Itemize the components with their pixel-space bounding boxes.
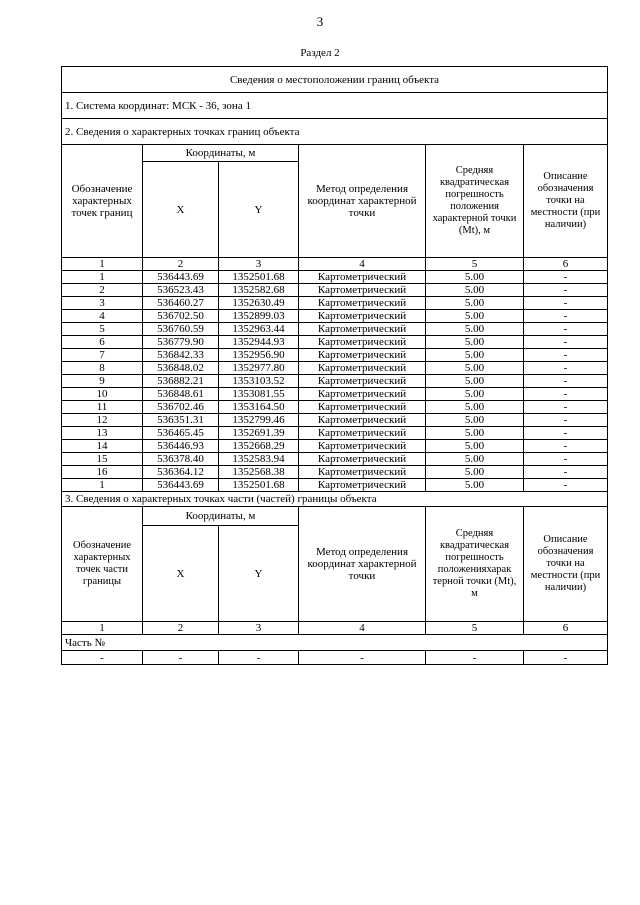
section-label: Раздел 2 xyxy=(300,47,340,59)
column-number: 1 xyxy=(62,622,143,635)
column-number: 4 xyxy=(299,622,426,635)
cell-method: Картометрический xyxy=(299,336,426,349)
cell-y: 1352568.38 xyxy=(219,466,299,479)
cell-x: 536760.59 xyxy=(143,323,219,336)
cell-method: Картометрический xyxy=(299,453,426,466)
cell-x: 536443.69 xyxy=(143,479,219,492)
header3-y: Y xyxy=(219,526,299,622)
cell-desc: - xyxy=(524,323,608,336)
header-method: Метод определения координат характерной точки xyxy=(299,145,426,258)
cell-desc: - xyxy=(524,479,608,492)
cell-y: 1352977.80 xyxy=(219,362,299,375)
cell-mt: 5.00 xyxy=(426,297,524,310)
cell-method: Картометрический xyxy=(299,401,426,414)
table-row xyxy=(62,440,608,453)
cell-mt: 5.00 xyxy=(426,440,524,453)
cell-y: 1352582.68 xyxy=(219,284,299,297)
cell-method: Картометрический xyxy=(299,362,426,375)
header-y: Y xyxy=(219,162,299,258)
boundary-table xyxy=(61,66,608,665)
header-x: X xyxy=(143,162,219,258)
table-row xyxy=(62,349,608,362)
cell-y: 1352944.93 xyxy=(219,336,299,349)
cell-desc: - xyxy=(524,297,608,310)
header-description: Описание обозначения точки на местности (при наличии) xyxy=(524,145,608,258)
cell-y: 1352630.49 xyxy=(219,297,299,310)
cell-y: 1352668.29 xyxy=(219,440,299,453)
cell-point: 1 xyxy=(62,271,143,284)
cell-point: 14 xyxy=(62,440,143,453)
section3-heading: 3. Сведения о характерных точках части (частей) границы объекта xyxy=(62,492,608,507)
header3-x: X xyxy=(143,526,219,622)
cell-x: 536882.21 xyxy=(143,375,219,388)
cell-mt: 5.00 xyxy=(426,466,524,479)
cell-x: 536842.33 xyxy=(143,349,219,362)
column-numbers-row-3 xyxy=(62,622,608,635)
column-number: 5 xyxy=(426,622,524,635)
column-number: 3 xyxy=(219,622,299,635)
table-row xyxy=(62,414,608,427)
cell-point: 1 xyxy=(62,479,143,492)
cell-point: 4 xyxy=(62,310,143,323)
cell-mt: 5.00 xyxy=(426,284,524,297)
cell-method: Картометрический xyxy=(299,414,426,427)
cell-y: 1352899.03 xyxy=(219,310,299,323)
cell-mt: 5.00 xyxy=(426,336,524,349)
cell-method: Картометрический xyxy=(299,271,426,284)
cell-point: 7 xyxy=(62,349,143,362)
cell-mt: 5.00 xyxy=(426,453,524,466)
cell-point: 13 xyxy=(62,427,143,440)
cell-desc: - xyxy=(524,466,608,479)
cell-point: 16 xyxy=(62,466,143,479)
cell-x: 536443.69 xyxy=(143,271,219,284)
cell-y: 1352963.44 xyxy=(219,323,299,336)
cell-point: 5 xyxy=(62,323,143,336)
empty-cell: - xyxy=(219,651,299,665)
table-row xyxy=(62,388,608,401)
cell-y: 1352691.39 xyxy=(219,427,299,440)
cell-method: Картометрический xyxy=(299,310,426,323)
cell-point: 2 xyxy=(62,284,143,297)
cell-method: Картометрический xyxy=(299,427,426,440)
header3-point: Обозначение характерных точек части границы xyxy=(62,507,143,622)
cell-mt: 5.00 xyxy=(426,323,524,336)
cell-method: Картометрический xyxy=(299,323,426,336)
column-number: 2 xyxy=(143,258,219,271)
cell-mt: 5.00 xyxy=(426,388,524,401)
column-number: 5 xyxy=(426,258,524,271)
cell-desc: - xyxy=(524,388,608,401)
cell-point: 11 xyxy=(62,401,143,414)
table-row xyxy=(62,297,608,310)
cell-mt: 5.00 xyxy=(426,310,524,323)
cell-point: 3 xyxy=(62,297,143,310)
column-number: 3 xyxy=(219,258,299,271)
table-row xyxy=(62,323,608,336)
page-number: 3 xyxy=(316,14,324,29)
header-coords: Координаты, м xyxy=(143,145,299,162)
cell-method: Картометрический xyxy=(299,349,426,362)
cell-x: 536702.46 xyxy=(143,401,219,414)
cell-mt: 5.00 xyxy=(426,427,524,440)
table-row xyxy=(62,310,608,323)
cell-mt: 5.00 xyxy=(426,479,524,492)
empty-cell: - xyxy=(143,651,219,665)
cell-mt: 5.00 xyxy=(426,362,524,375)
cell-x: 536460.27 xyxy=(143,297,219,310)
cell-method: Картометрический xyxy=(299,284,426,297)
cell-x: 536702.50 xyxy=(143,310,219,323)
cell-mt: 5.00 xyxy=(426,375,524,388)
table-row xyxy=(62,427,608,440)
cell-desc: - xyxy=(524,414,608,427)
cell-point: 15 xyxy=(62,453,143,466)
header-point: Обозначение характерных точек границ xyxy=(62,145,143,258)
empty-cell: - xyxy=(62,651,143,665)
header3-coords: Координаты, м xyxy=(143,507,299,526)
cell-y: 1352501.68 xyxy=(219,271,299,284)
cell-point: 8 xyxy=(62,362,143,375)
empty-cell: - xyxy=(299,651,426,665)
table-row xyxy=(62,401,608,414)
cell-point: 6 xyxy=(62,336,143,349)
cell-mt: 5.00 xyxy=(426,401,524,414)
table-row xyxy=(62,271,608,284)
header3-description: Описание обозначения точки на местности (при наличии) xyxy=(524,507,608,622)
cell-desc: - xyxy=(524,284,608,297)
section2-heading: 2. Сведения о характерных точках границ объекта xyxy=(62,119,608,145)
table-row xyxy=(62,479,608,492)
cell-mt: 5.00 xyxy=(426,349,524,362)
cell-x: 536848.61 xyxy=(143,388,219,401)
cell-mt: 5.00 xyxy=(426,414,524,427)
cell-desc: - xyxy=(524,401,608,414)
cell-method: Картометрический xyxy=(299,479,426,492)
cell-desc: - xyxy=(524,349,608,362)
table-row xyxy=(62,375,608,388)
cell-desc: - xyxy=(524,453,608,466)
header3-method: Метод определения координат характерной точки xyxy=(299,507,426,622)
cell-x: 536351.31 xyxy=(143,414,219,427)
cell-method: Картометрический xyxy=(299,388,426,401)
cell-desc: - xyxy=(524,362,608,375)
cell-x: 536364.12 xyxy=(143,466,219,479)
cell-x: 536446.93 xyxy=(143,440,219,453)
cell-desc: - xyxy=(524,427,608,440)
column-number: 4 xyxy=(299,258,426,271)
column-number: 2 xyxy=(143,622,219,635)
column-number: 1 xyxy=(62,258,143,271)
cell-desc: - xyxy=(524,336,608,349)
table-row xyxy=(62,284,608,297)
cell-y: 1352799.46 xyxy=(219,414,299,427)
cell-y: 1352956.90 xyxy=(219,349,299,362)
column-numbers-row xyxy=(62,258,608,271)
cell-point: 10 xyxy=(62,388,143,401)
cell-x: 536378.40 xyxy=(143,453,219,466)
column-number: 6 xyxy=(524,258,608,271)
cell-method: Картометрический xyxy=(299,297,426,310)
cell-x: 536523.43 xyxy=(143,284,219,297)
cell-y: 1353081.55 xyxy=(219,388,299,401)
part-label: Часть № xyxy=(62,635,608,651)
column-number: 6 xyxy=(524,622,608,635)
empty-row xyxy=(62,651,608,665)
empty-cell: - xyxy=(426,651,524,665)
cell-desc: - xyxy=(524,440,608,453)
document-title: Сведения о местоположении границ объекта xyxy=(62,67,608,93)
cell-method: Картометрический xyxy=(299,440,426,453)
cell-x: 536779.90 xyxy=(143,336,219,349)
cell-x: 536465.45 xyxy=(143,427,219,440)
header-accuracy: Средняя квадратическая погрешность положения характерной точки (Mt), м xyxy=(426,145,524,258)
table-row xyxy=(62,362,608,375)
cell-y: 1353164.50 xyxy=(219,401,299,414)
cell-method: Картометрический xyxy=(299,466,426,479)
empty-cell: - xyxy=(524,651,608,665)
cell-y: 1353103.52 xyxy=(219,375,299,388)
cell-y: 1352501.68 xyxy=(219,479,299,492)
coordinate-system: 1. Система координат: МСК - 36, зона 1 xyxy=(62,93,608,119)
cell-mt: 5.00 xyxy=(426,271,524,284)
cell-point: 9 xyxy=(62,375,143,388)
table-row xyxy=(62,466,608,479)
table-row xyxy=(62,336,608,349)
cell-method: Картометрический xyxy=(299,375,426,388)
cell-y: 1352583.94 xyxy=(219,453,299,466)
cell-desc: - xyxy=(524,375,608,388)
cell-point: 12 xyxy=(62,414,143,427)
table-row xyxy=(62,453,608,466)
cell-x: 536848.02 xyxy=(143,362,219,375)
cell-desc: - xyxy=(524,271,608,284)
cell-desc: - xyxy=(524,310,608,323)
header3-accuracy: Средняя квадратическая погрешность положенияхарак терной точки (Mt), м xyxy=(426,507,524,622)
